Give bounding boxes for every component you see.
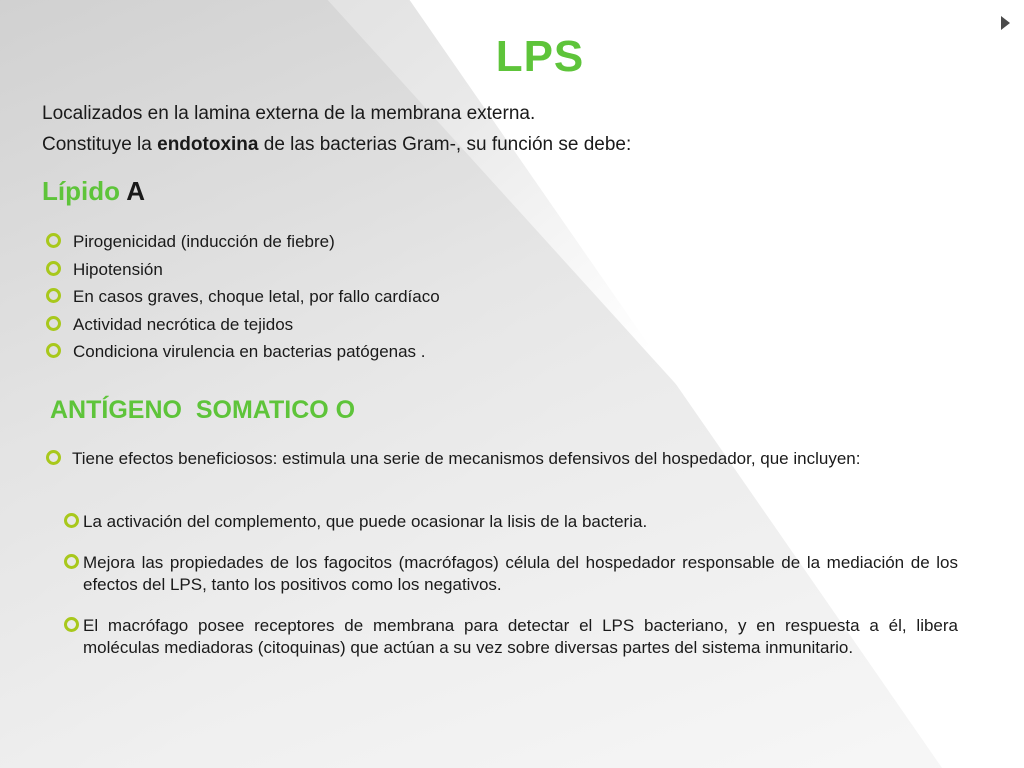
- antigeno-subitem: La activación del complemento, que puede ocasionar la lisis de la bacteria.: [64, 511, 958, 533]
- ring-bullet-icon: [46, 233, 61, 248]
- antigeno-heading: ANTÍGENO SOMATICO O: [50, 396, 356, 424]
- list-item: Condiciona virulencia en bacterias patógenas .: [46, 338, 946, 366]
- list-item: En casos graves, choque letal, por fallo cardíaco: [46, 283, 946, 311]
- ring-bullet-icon: [64, 617, 79, 632]
- play-chevron-icon[interactable]: [1001, 16, 1010, 30]
- ring-bullet-icon: [46, 316, 61, 331]
- ring-bullet-icon: [46, 261, 61, 276]
- antigeno-main-item: Tiene efectos beneficiosos: estimula una serie de mecanismos defensivos del hospedador, que incluyen:: [46, 448, 958, 469]
- list-item: Hipotensión: [46, 256, 946, 284]
- antigeno-subitem: El macrófago posee receptores de membrana para detectar el LPS bacteriano, y en respuesta a él, libera moléculas mediadoras (citoquinas) que actúan a su vez sobre diversas partes del sistema inmunitario.: [64, 615, 958, 658]
- ring-bullet-icon: [64, 513, 79, 528]
- list-item: Pirogenicidad (inducción de fiebre): [46, 228, 946, 256]
- intro-text: [42, 98, 982, 160]
- list-item: Actividad necrótica de tejidos: [46, 311, 946, 339]
- intro-line-2: Constituye la endotoxina de las bacterias Gram-, su función se debe:: [42, 134, 632, 155]
- ring-bullet-icon: [46, 343, 61, 358]
- ring-bullet-icon: [46, 288, 61, 303]
- antigeno-subitem: Mejora las propiedades de los fagocitos (macrófagos) célula del hospedador responsable de la mediación de los efectos del LPS, tanto los positivos como los negativos.: [64, 552, 958, 595]
- ring-bullet-icon: [46, 450, 61, 465]
- ring-bullet-icon: [64, 554, 79, 569]
- lipido-list: [46, 228, 946, 366]
- slide-title: LPS: [495, 32, 585, 81]
- endotoxina-bold: endotoxina: [157, 134, 259, 155]
- lipido-heading: Lípido A: [42, 176, 146, 206]
- intro-line-1: Localizados en la lamina externa de la membrana externa.: [42, 103, 536, 124]
